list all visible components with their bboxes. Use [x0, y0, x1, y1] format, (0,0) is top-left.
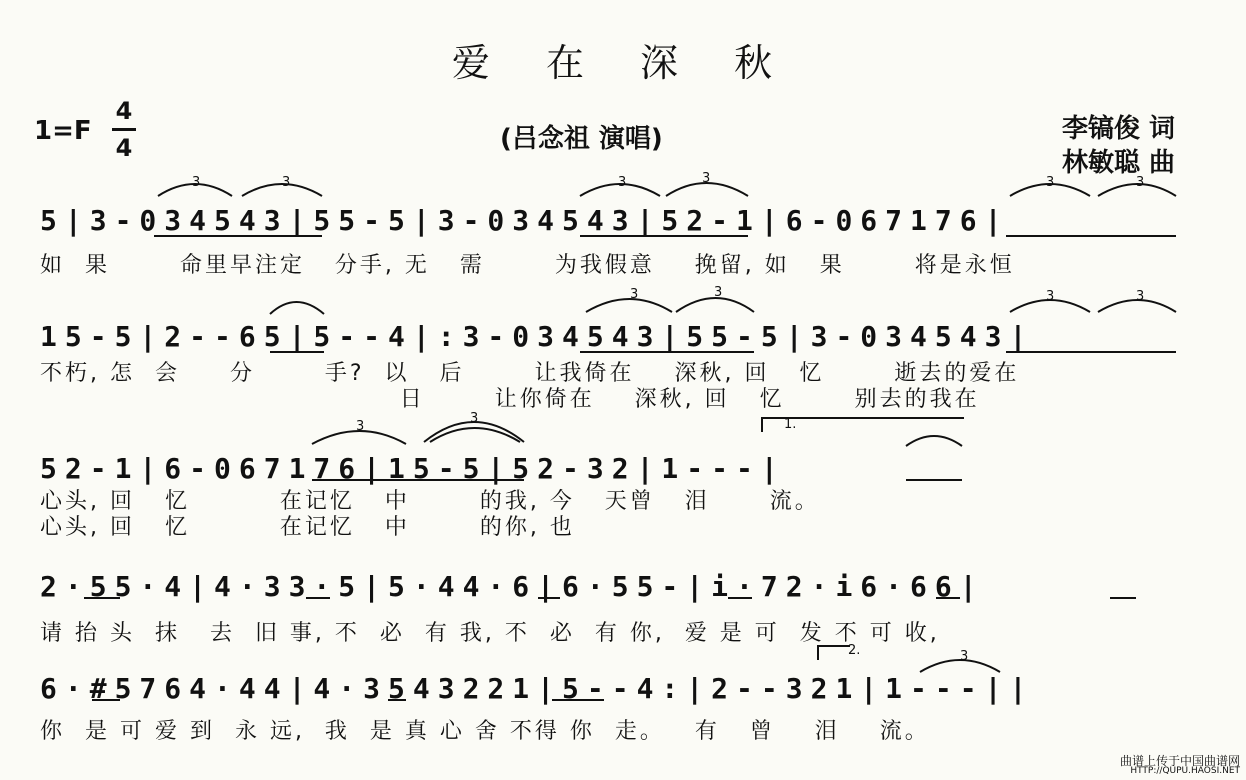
lyrics-line: 如 果 命里早注定 分手, 无 需 为我假意 挽留, 如 果 将是永恒 [40, 253, 1015, 278]
volta-2-label: 2. [848, 643, 861, 658]
time-bottom: 4 [115, 134, 133, 162]
slur-mark [270, 302, 324, 314]
composer-credit: 林敏聪 曲 [1062, 148, 1176, 178]
watermark-text: 曲谱上传于中国曲谱网 [1119, 754, 1240, 768]
key-signature: 1=F [34, 116, 92, 146]
volta-bracket-2 [818, 646, 850, 660]
song-title: 爱 在 深 秋 [451, 41, 795, 85]
svg-text:3: 3 [192, 175, 201, 190]
slur-mark [586, 299, 672, 312]
lyrics-line: 你 是 可 爱 到 永 远, 我 是 真 心 舍 不得 你 走。 有 曾 泪 流。 [40, 719, 930, 744]
notation-line: 5|3-034543|55-5|3-034543|52-1|6-067176| [40, 204, 1010, 237]
notation-line: 6·#5764·44|4·3543221|5--4:|2--321|1---|| [40, 672, 1035, 705]
svg-text:3: 3 [1136, 175, 1145, 190]
svg-text:3: 3 [630, 287, 639, 302]
svg-text:3: 3 [714, 285, 723, 300]
svg-text:3: 3 [960, 649, 969, 664]
watermark-url: HTTP://QUPU.HAOSI.NET [1130, 766, 1240, 776]
svg-text:3: 3 [1136, 289, 1145, 304]
lyricist-credit: 李镐俊 词 [1062, 114, 1176, 144]
svg-text:3: 3 [702, 171, 711, 186]
lyrics-line: 不朽, 怎 会 分 手? 以 后 让我倚在 深秋, 回 忆 逝去的爱在 [40, 361, 1020, 386]
lyrics-line: 心头, 回 忆 在记忆 中 的我, 今 天曾 泪 流。 [40, 489, 820, 514]
lyrics-line: 请 抬 头 抹 去 旧 事, 不 必 有 我, 不 必 有 你, 爱 是 可 发 不 可 收, [40, 621, 940, 646]
volta-1-label: 1. [784, 417, 797, 432]
svg-text:3: 3 [1046, 289, 1055, 304]
notation-line: 15-5|2--65|5--4|:3-034543|55-5|3-034543| [40, 320, 1035, 353]
singer-credit: (吕念祖 演唱) [500, 124, 663, 154]
lyrics-line-2: 心头, 回 忆 在记忆 中 的你, 也 [40, 515, 575, 540]
notation-line: 52-1|6-067176|15-5|52-32|1---| [40, 452, 786, 485]
notation-line: 2·55·4|4·33·5|5·44·6|6·55-|i·72·i6·66| [40, 570, 985, 603]
slur-mark [906, 436, 962, 446]
svg-text:3: 3 [282, 175, 291, 190]
svg-text:3: 3 [1046, 175, 1055, 190]
svg-text:3: 3 [618, 175, 627, 190]
svg-text:3: 3 [356, 419, 365, 434]
time-top: 4 [115, 97, 133, 125]
slur-mark [676, 298, 754, 312]
lyrics-line-2: 日 让你倚在 深秋, 回 忆 别去的我在 [40, 387, 980, 412]
svg-text:3: 3 [470, 411, 479, 426]
